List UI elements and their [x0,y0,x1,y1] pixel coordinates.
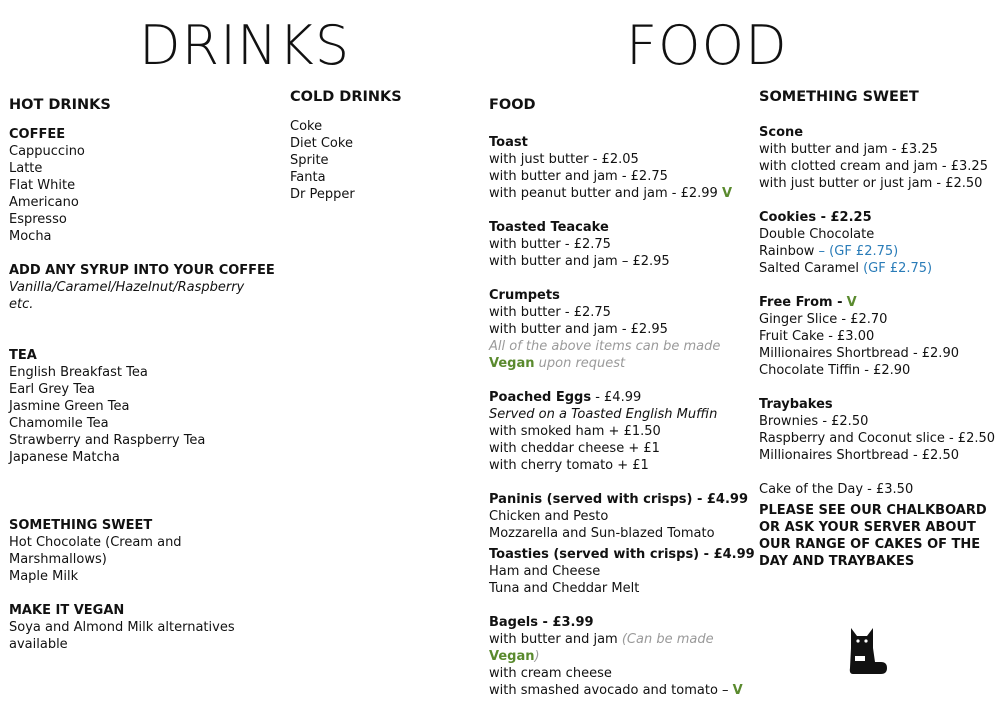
vegan-text: Soya and Almond Milk alternatives [9,620,235,635]
menu-line-text: Salted Caramel [759,261,859,276]
menu-line: Millionaires Shortbread - £2.90 [759,346,959,361]
list-item: Strawberry and Raspberry Tea [9,433,206,448]
menu-line: Chocolate Tiffin - £2.90 [759,363,911,378]
list-item: Diet Coke [290,136,353,151]
list-item: Latte [9,161,43,176]
list-item: Japanese Matcha [9,450,120,465]
menu-line-text: with butter and jam [489,632,618,647]
menu-line-text: with peanut butter and jam - £2.99 [489,186,718,201]
cold-drinks-heading: COLD DRINKS [290,89,402,105]
tea-label: TEA [9,348,37,363]
menu-line: Double Chocolate [759,227,875,242]
menu-line: with clotted cream and jam - £3.25 [759,159,988,174]
list-item: Jasmine Green Tea [9,399,130,414]
vegan-marker: V [732,683,743,698]
toasties-label: Toasties (served with crisps) - £4.99 [489,547,755,562]
list-item: Mocha [9,229,52,244]
menu-line: with butter and jam – £2.95 [489,254,670,269]
food-title: FOOD [626,14,788,77]
vegan-marker: V [846,295,857,310]
vegan-marker: V [721,186,733,201]
coffee-label: COFFEE [9,127,66,142]
menu-line [759,260,995,277]
syrup-label: ADD ANY SYRUP INTO YOUR COFFEE [9,263,275,278]
eggs-subtitle: Served on a Toasted English Muffin [489,407,718,422]
hot-sweet-label: SOMETHING SWEET [9,518,153,533]
menu-line: with butter - £2.75 [489,305,611,320]
menu-line: with butter and jam - £2.75 [489,169,668,184]
menu-line: Tuna and Cheddar Melt [489,581,640,596]
vegan-note-text: upon request [538,356,626,371]
vegan-word: Vegan [489,356,535,371]
cat-logo-icon [845,628,889,676]
list-item: Flat White [9,178,76,193]
menu-line: Fruit Cake - £3.00 [759,329,875,344]
food-heading: FOOD [489,97,536,113]
list-item: Dr Pepper [290,187,355,202]
list-item: Hot Chocolate (Cream and [9,535,182,550]
gluten-free-price: (GF £2.75) [863,261,933,276]
list-item: Chamomile Tea [9,416,109,431]
list-item: Sprite [290,153,329,168]
cold-drinks-column [290,88,470,203]
list-item: English Breakfast Tea [9,365,148,380]
list-item: Americano [9,195,79,210]
vegan-label: MAKE IT VEGAN [9,603,125,618]
menu-line [489,648,751,665]
menu-line: with butter and jam - £3.25 [759,142,938,157]
paninis-label: Paninis (served with crisps) - £4.99 [489,492,748,507]
list-item: Fanta [290,170,326,185]
hot-drinks-heading: HOT DRINKS [9,97,111,113]
menu-line [489,631,751,648]
scone-label: Scone [759,125,804,140]
eggs-label: Poached Eggs [489,390,592,405]
menu-line: Mozzarella and Sun-blazed Tomato [489,526,715,541]
gluten-free-price: – (GF £2.75) [818,244,899,259]
cookies-label: Cookies - £2.25 [759,210,872,225]
list-item: Espresso [9,212,67,227]
vegan-note-line [489,355,751,372]
menu-line: Chicken and Pesto [489,509,609,524]
sweet-heading: SOMETHING SWEET [759,89,919,105]
chalkboard-notice: PLEASE SEE OUR CHALKBOARD OR ASK YOUR SERVER ABOUT OUR RANGE OF CAKES OF THE DAY AND TRAYBAKES [759,503,987,569]
menu-line-text: with smashed avocado and tomato – [489,683,729,698]
food-column [489,96,755,699]
menu-line: Raspberry and Coconut slice - £2.50 [759,431,996,446]
eggs-price: - £4.99 [591,390,642,405]
drinks-title: DRINKS [139,14,351,77]
bagels-note-close: ) [534,649,540,664]
syrup-options-more: etc. [9,297,34,312]
sweet-column [759,88,995,570]
list-item: Maple Milk [9,569,79,584]
vegan-word: Vegan [489,649,535,664]
menu-line: Brownies - £2.50 [759,414,869,429]
menu-line [489,185,751,202]
cake-of-day: Cake of the Day - £3.50 [759,482,914,497]
crumpets-label: Crumpets [489,288,560,303]
vegan-note: All of the above items can be made [489,339,721,354]
bagels-label: Bagels - £3.99 [489,615,594,630]
menu-line-text: Rainbow [759,244,815,259]
eggs-label-line [489,389,751,406]
hot-drinks-column [9,96,275,653]
menu-line: with cherry tomato + £1 [489,458,649,473]
toast-label: Toast [489,135,528,150]
teacake-label: Toasted Teacake [489,220,609,235]
free-from-label: Free From - [759,295,843,310]
menu-line: with just butter or just jam - £2.50 [759,176,983,191]
bagels-note: (Can be made [621,632,714,647]
menu-line: with butter and jam - £2.95 [489,322,668,337]
menu-line: with butter - £2.75 [489,237,611,252]
menu-line: with cheddar cheese + £1 [489,441,660,456]
menu-line: with just butter - £2.05 [489,152,639,167]
list-item: Coke [290,119,323,134]
vegan-text-more: available [9,637,68,652]
list-item: Marshmallows) [9,552,107,567]
menu-line: Ginger Slice - £2.70 [759,312,888,327]
syrup-options: Vanilla/Caramel/Hazelnut/Raspberry [9,280,245,295]
menu-line [759,243,995,260]
traybakes-label: Traybakes [759,397,833,412]
list-item: Earl Grey Tea [9,382,95,397]
menu-line: Ham and Cheese [489,564,601,579]
menu-line: Millionaires Shortbread - £2.50 [759,448,959,463]
menu-line [489,682,751,699]
free-from-label-line [759,294,995,311]
menu-line: with smoked ham + £1.50 [489,424,661,439]
menu-line: with cream cheese [489,666,612,681]
list-item: Cappuccino [9,144,85,159]
